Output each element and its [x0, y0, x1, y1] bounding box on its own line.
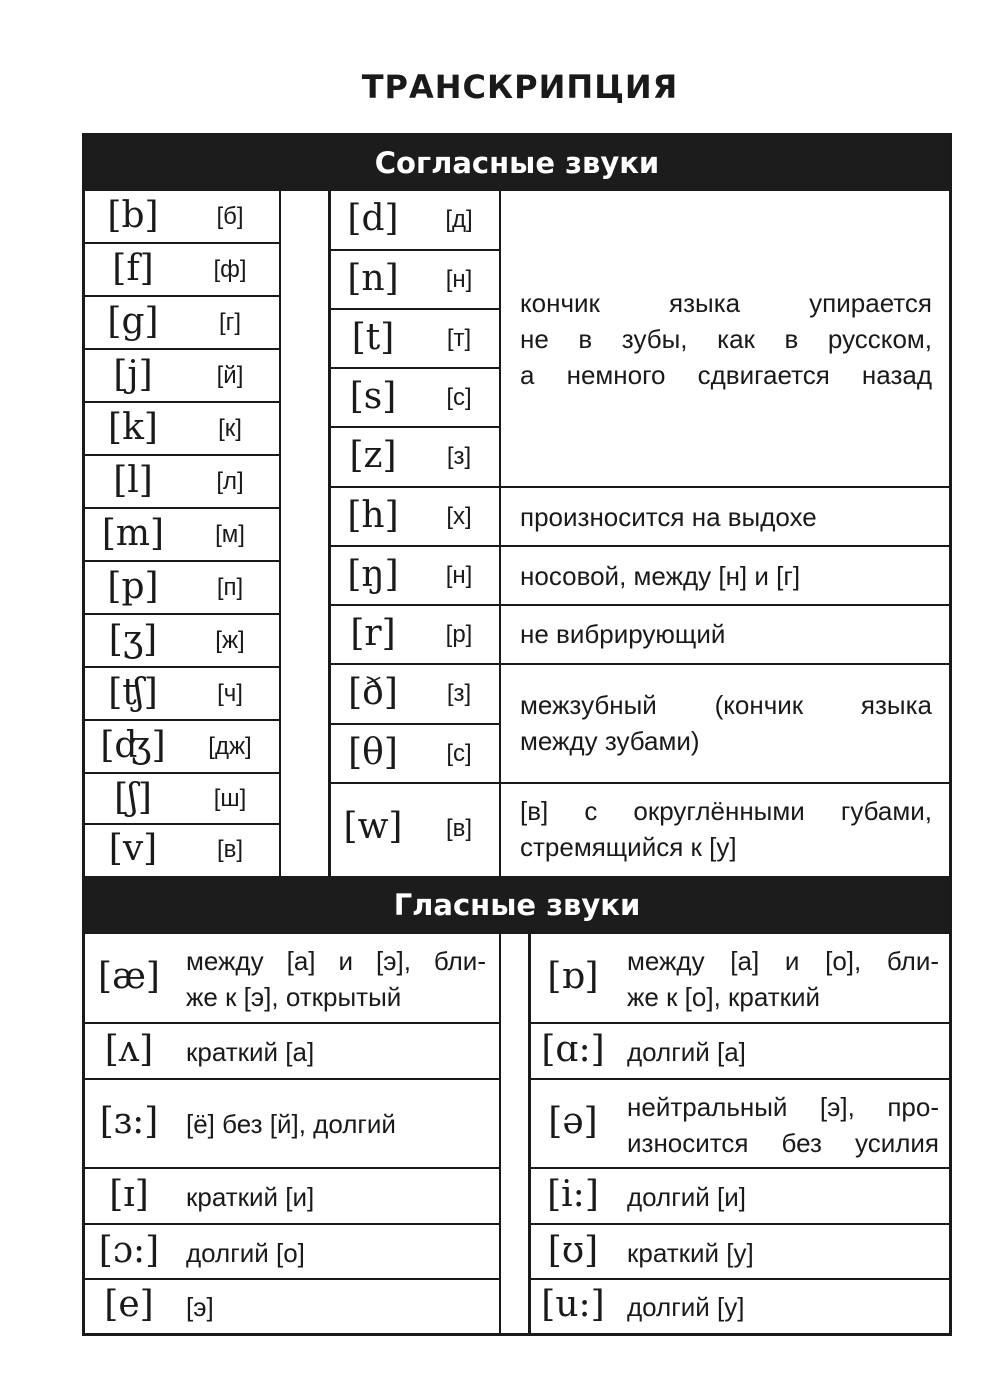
ipa-symbol: [ɪ] — [109, 1174, 149, 1215]
consonant-row — [331, 725, 499, 784]
desc-line: между [а] и [э], бли- — [186, 946, 486, 976]
russian-equivalent: [ф] — [213, 256, 247, 283]
vowel-row — [531, 1024, 949, 1080]
ipa-symbol: [ŋ] — [347, 554, 399, 595]
russian-equivalent: [ч] — [217, 680, 243, 707]
vowel-description — [186, 1179, 486, 1215]
ipa-symbol: [d] — [347, 198, 399, 239]
ipa-symbol: [i:] — [547, 1174, 599, 1215]
vowel-description — [186, 1034, 486, 1070]
russian-equivalent: [й] — [216, 362, 244, 389]
russian-equivalent: [д] — [445, 206, 473, 233]
ipa-symbol: [ɜ:] — [99, 1101, 159, 1142]
ipa-symbol: [θ] — [348, 732, 398, 773]
russian-equivalent: [дж] — [208, 733, 252, 760]
ipa-symbol: [ʊ] — [547, 1230, 599, 1271]
desc-line: долгий [и] — [627, 1182, 746, 1212]
russian-equivalent: [т] — [446, 325, 472, 352]
vowel-row — [85, 1080, 499, 1169]
consonant-row — [331, 547, 499, 606]
consonant-row — [85, 721, 279, 774]
desc-line: износится без усилия — [627, 1128, 939, 1158]
ipa-symbol: [ð] — [348, 672, 398, 713]
consonant-row — [85, 825, 279, 876]
russian-equivalent: [л] — [216, 468, 244, 495]
vowel-row — [85, 1024, 499, 1080]
ipa-symbol: [ʃ] — [114, 777, 152, 818]
consonant-row — [331, 251, 499, 310]
desc-line: долгий [а] — [627, 1037, 746, 1067]
note-text — [520, 285, 932, 393]
note-line: между зубами) — [520, 726, 700, 756]
vowel-description — [627, 1289, 939, 1325]
ipa-symbol: [h] — [347, 495, 399, 536]
consonant-row — [85, 668, 279, 721]
note-cell — [501, 547, 949, 606]
vowel-description — [186, 943, 486, 1015]
russian-equivalent: [з] — [446, 680, 472, 707]
consonant-row — [331, 428, 499, 488]
russian-equivalent: [г] — [218, 309, 242, 336]
russian-equivalent: [ш] — [213, 785, 247, 812]
vowel-description — [627, 943, 939, 1015]
ipa-symbol: [w] — [343, 806, 403, 847]
transcription-table — [82, 133, 952, 1336]
vowel-row — [85, 934, 499, 1024]
consonant-row — [85, 456, 279, 509]
consonant-row — [331, 665, 499, 725]
vowel-row — [85, 1225, 499, 1280]
note-line: не вибрирующий — [520, 619, 726, 649]
consonant-row — [85, 191, 279, 244]
consonant-row — [331, 310, 499, 369]
consonant-row — [331, 606, 499, 665]
russian-equivalent: [з] — [446, 443, 472, 470]
consonant-row — [85, 774, 279, 825]
note-line: межзубный (кончик языка — [520, 690, 932, 720]
russian-equivalent: [х] — [446, 503, 472, 530]
russian-equivalent: [с] — [446, 384, 472, 411]
desc-line: же к [о], краткий — [627, 982, 821, 1012]
note-cell — [501, 488, 949, 547]
ipa-symbol: [k] — [108, 407, 158, 448]
vowel-row — [531, 1080, 949, 1169]
note-text — [520, 499, 932, 535]
russian-equivalent: [в] — [445, 815, 473, 842]
ipa-symbol: [r] — [350, 613, 396, 654]
ipa-symbol: [ə] — [548, 1101, 598, 1142]
consonant-row — [331, 784, 499, 876]
desc-line: же к [э], открытый — [186, 982, 402, 1012]
vowel-row — [85, 1169, 499, 1225]
ipa-symbol: [n] — [347, 258, 399, 299]
vowel-description — [186, 1289, 486, 1325]
russian-equivalent: [б] — [216, 203, 244, 230]
vowels-header: Гласные звуки — [85, 876, 949, 934]
ipa-symbol: [p] — [107, 566, 159, 607]
desc-line: долгий [о] — [186, 1238, 305, 1268]
vowel-description — [627, 1034, 939, 1070]
vowel-description — [186, 1235, 486, 1271]
desc-line: [э] — [186, 1292, 214, 1322]
desc-line: долгий [у] — [627, 1292, 745, 1322]
ipa-symbol: [æ] — [98, 956, 160, 997]
ipa-symbol: [g] — [107, 301, 159, 342]
consonant-row — [331, 191, 499, 251]
note-text — [520, 793, 932, 865]
ipa-symbol: [ɒ] — [547, 956, 599, 997]
divider — [279, 191, 281, 876]
note-line: носовой, между [н] и [г] — [520, 561, 801, 591]
note-cell — [501, 784, 949, 876]
russian-equivalent: [р] — [445, 621, 473, 648]
desc-line: [ё] без [й], долгий — [186, 1109, 396, 1139]
vowel-description — [627, 1089, 939, 1161]
ipa-symbol: [ɔ:] — [98, 1230, 160, 1271]
consonant-row — [85, 350, 279, 403]
note-text — [520, 558, 932, 594]
ipa-symbol: [b] — [107, 195, 159, 236]
consonants-header: Согласные звуки — [85, 136, 949, 191]
vowel-row — [531, 1225, 949, 1280]
ipa-symbol: [ʒ] — [108, 619, 158, 660]
note-text — [520, 616, 932, 652]
desc-line: краткий [а] — [186, 1037, 315, 1067]
desc-line: между [а] и [о], бли- — [627, 946, 939, 976]
vowel-row — [531, 934, 949, 1024]
consonant-row — [85, 403, 279, 456]
ipa-symbol: [s] — [349, 376, 397, 417]
russian-equivalent: [п] — [216, 574, 244, 601]
ipa-symbol: [z] — [349, 435, 397, 476]
russian-equivalent: [ж] — [215, 627, 245, 654]
ipa-symbol: [ʌ] — [104, 1029, 154, 1070]
russian-equivalent: [к] — [218, 415, 242, 442]
consonant-row — [85, 297, 279, 350]
note-cell — [501, 191, 949, 488]
consonant-row — [85, 509, 279, 562]
ipa-symbol: [j] — [113, 354, 153, 395]
vowel-description — [627, 1179, 939, 1215]
russian-equivalent: [в] — [216, 836, 244, 863]
ipa-symbol: [e] — [104, 1284, 154, 1325]
page-title: ТРАНСКРИПЦИЯ — [361, 68, 679, 106]
ipa-symbol: [u:] — [541, 1284, 605, 1325]
russian-equivalent: [с] — [446, 740, 472, 767]
consonant-row — [85, 244, 279, 297]
desc-line: краткий [у] — [627, 1238, 754, 1268]
note-line: не в зубы, как в русском, — [520, 324, 932, 354]
consonant-row — [331, 488, 499, 547]
ipa-symbol: [t] — [351, 317, 395, 358]
note-cell — [501, 665, 949, 784]
note-line: [в] с округлёнными губами, — [520, 796, 932, 826]
note-line: произносится на выдохе — [520, 502, 817, 532]
vowel-row — [85, 1280, 499, 1333]
consonant-row — [85, 562, 279, 615]
vowel-row — [531, 1280, 949, 1333]
russian-equivalent: [н] — [445, 562, 473, 589]
note-text — [520, 687, 932, 759]
consonant-row — [85, 615, 279, 668]
ipa-symbol: [f] — [112, 248, 154, 289]
desc-line: краткий [и] — [186, 1182, 315, 1212]
vowel-row — [531, 1169, 949, 1225]
note-line: кончик языка упирается — [520, 288, 932, 318]
ipa-symbol: [v] — [108, 828, 158, 869]
consonant-row — [331, 369, 499, 428]
note-cell — [501, 606, 949, 665]
ipa-symbol: [ɑ:] — [541, 1029, 605, 1070]
desc-line: нейтральный [э], про- — [627, 1092, 939, 1122]
ipa-symbol: [ʤ] — [100, 725, 166, 766]
note-line: стремящийся к [у] — [520, 832, 737, 862]
russian-equivalent: [н] — [445, 266, 473, 293]
vowel-description — [186, 1106, 486, 1142]
note-line: а немного сдвигается назад — [520, 360, 932, 390]
divider — [499, 934, 501, 1333]
ipa-symbol: [l] — [113, 460, 153, 501]
ipa-symbol: [m] — [101, 513, 165, 554]
ipa-symbol: [ʧ] — [108, 672, 158, 713]
vowel-description — [627, 1235, 939, 1271]
russian-equivalent: [м] — [215, 521, 245, 548]
